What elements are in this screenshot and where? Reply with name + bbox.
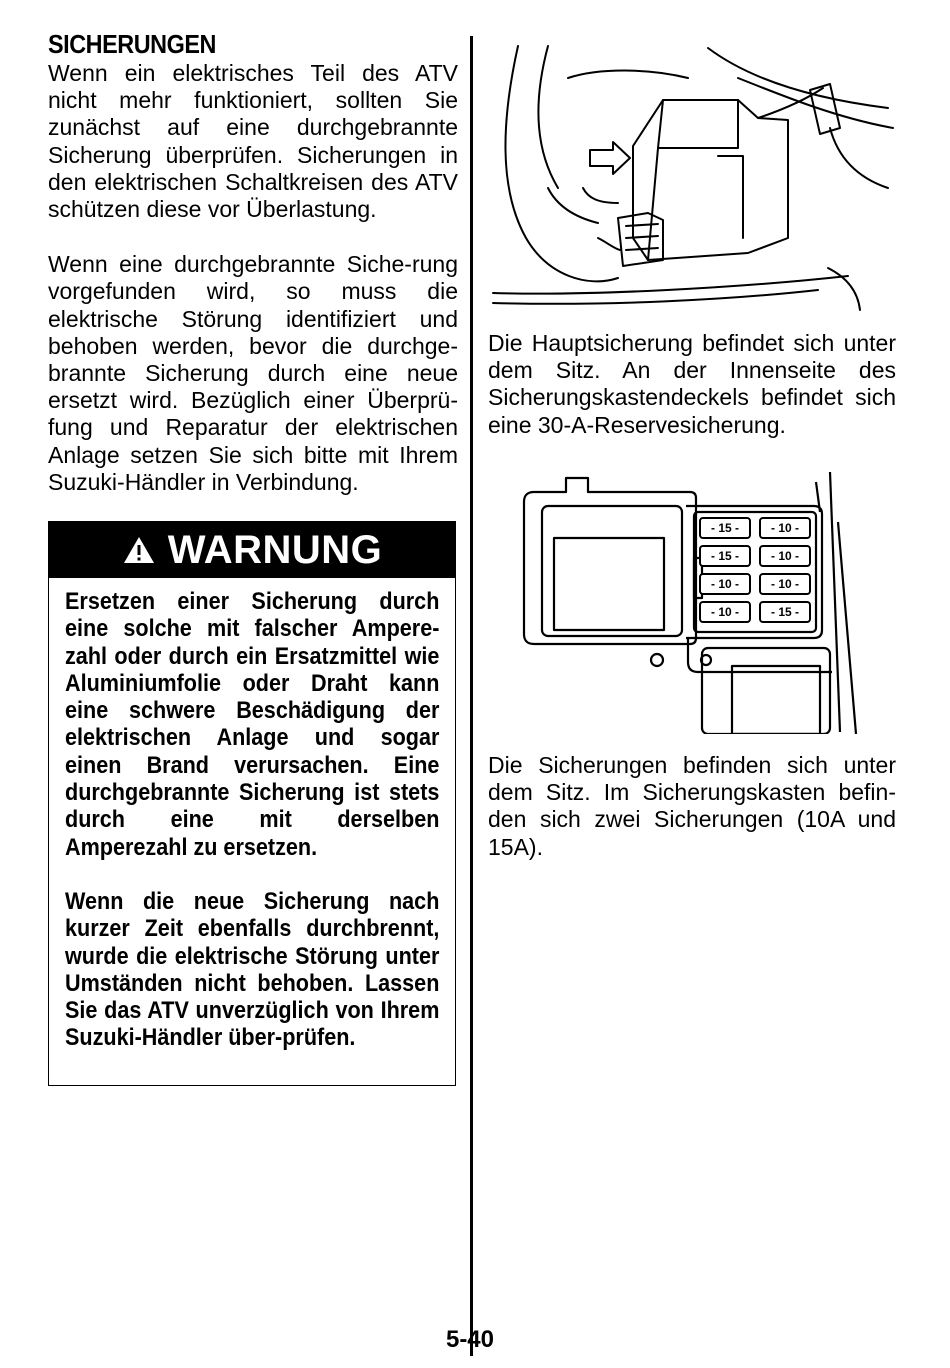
svg-text:- 15 -: - 15 - [770,605,800,619]
section-heading: SICHERUNGEN [48,29,216,59]
fuse-slot-l3 [700,574,750,594]
fuse-slot-l4 [700,602,750,622]
svg-text:- 15 -: - 15 - [710,521,740,535]
page-number: 5-40 [445,1326,495,1353]
svg-text:- 10 -: - 10 - [770,577,800,591]
warning-body [49,578,455,1052]
intro-paragraph: Wenn ein elektrisches Teil des ATV nicht mehr funktioniert, sollten Sie zunächst auf eine durchgebrannte Sicherung überprüfen. Sicherungen in den elektrischen Schaltkreisen des ATV schützen diese vor Überlastung. [48,60,458,223]
main-fuse-illustration [488,38,898,313]
svg-text:- 10 -: - 10 - [770,521,800,535]
warning-text-2: Wenn die neue Sicherung nach kurzer Zeit ebenfalls durchbrennt, wurde die elektrische Störung unter Umständen nicht behoben. Lassen Sie das ATV unverzüglich von Ihrem Suzuki-Händler über-prüfen. [65,887,440,1052]
warning-box [48,521,456,1086]
warning-title: WARNUNG [167,527,383,572]
warning-triangle-icon [122,535,156,565]
fuse-slot-r2 [760,546,810,566]
svg-text:- 15 -: - 15 - [710,549,740,563]
main-fuse-caption: Die Hauptsicherung befindet sich unter dem Sitz. An der Innenseite des Sicherungskastendeckels befindet sich eine 30-A-Reservesicherung. [488,330,896,438]
fuse-box-caption: Die Sicherungen befinden sich unter dem Sitz. Im Sicherungskasten befin-den sich zwei Sicherungen (10A und 15A). [488,752,896,860]
fuse-slot-r1 [760,518,810,538]
warning-header [49,522,455,578]
fuse-box-illustration [520,462,860,734]
svg-text:- 10 -: - 10 - [770,549,800,563]
fuse-slot-l1 [700,518,750,538]
svg-text:- 10 -: - 10 - [710,577,740,591]
warning-text-1: Ersetzen einer Sicherung durch eine solche mit falscher Ampere-zahl oder durch ein Ersatzmittel wie Aluminiumfolie oder Draht kann eine schwere Beschädigung der elektrischen Anlage und sogar einen Brand verursachen. Eine durchgebrannte Sicherung ist stets durch eine mit derselben Amperezahl zu ersetzen. [65,588,440,861]
svg-text:- 10 -: - 10 - [710,605,740,619]
column-divider [470,36,473,1356]
fuse-slot-r3 [760,574,810,594]
repair-paragraph: Wenn eine durchgebrannte Siche-rung vorgefunden wird, so muss die elektrische Störung identifiziert und behoben werden, bevor die durchge-brannte Sicherung durch eine neue ersetzt wird. Bezüglich einer Überprü-fung und Reparatur der elektrischen Anlage setzen Sie sich bitte mit Ihrem Suzuki-Händler in Verbindung. [48,251,458,495]
fuse-slot-r4 [760,602,810,622]
fuse-slot-l2 [700,546,750,566]
left-column [48,30,458,496]
